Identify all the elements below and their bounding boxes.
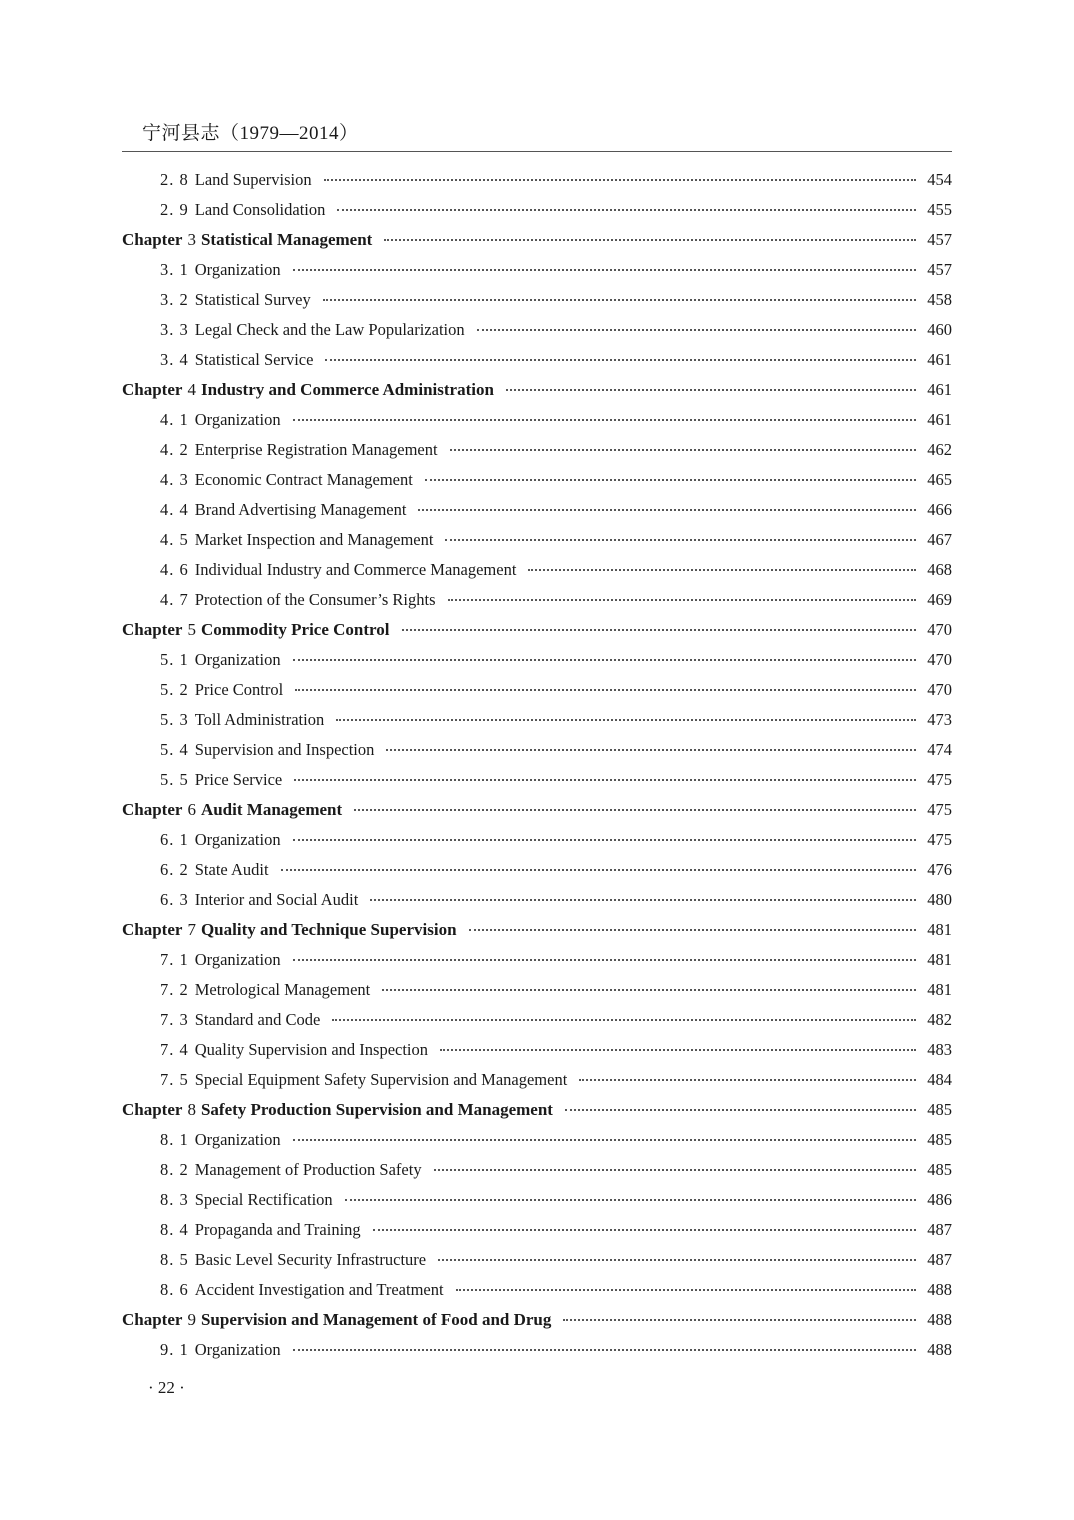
dot-leader [563,1318,916,1321]
chapter-label: Chapter [122,230,183,249]
toc-section-entry [122,735,952,765]
page-reference: 470 [927,680,952,699]
dot-leader [434,1168,916,1171]
page-reference: 455 [927,200,952,219]
page-reference: 462 [927,440,952,459]
dot-leader [295,688,916,691]
dot-leader [293,268,916,271]
page-reference: 485 [927,1100,952,1119]
section-number: 5. 1 [160,650,189,669]
chapter-number: 5 [187,620,196,639]
dot-leader [293,418,916,421]
section-number: 8. 6 [160,1280,189,1299]
section-number: 5. 4 [160,740,189,759]
toc-section-entry [122,1125,952,1155]
page-reference: 461 [927,380,952,399]
page-reference: 475 [927,770,952,789]
dot-leader [448,598,916,601]
dot-leader [445,538,916,541]
dot-leader [402,628,917,631]
section-title: Legal Check and the Law Popularization [194,320,465,339]
section-title: Special Equipment Safety Supervision and Management [194,1070,568,1089]
page-reference: 465 [927,470,952,489]
section-title: Organization [194,1340,281,1359]
page-reference: 470 [927,650,952,669]
section-title: Management of Production Safety [194,1160,422,1179]
section-number: 7. 5 [160,1070,189,1089]
dot-leader [438,1258,916,1261]
dot-leader [336,718,916,721]
dot-leader [450,448,916,451]
toc-section-entry [122,1065,952,1095]
page-reference: 487 [927,1250,952,1269]
chapter-label: Chapter [122,1310,183,1329]
toc-section-entry [122,165,952,195]
section-number: 4. 6 [160,560,189,579]
page-number: · 22 · [148,1378,185,1397]
toc-section-entry [122,855,952,885]
chapter-number: 6 [187,800,196,819]
section-number: 4. 3 [160,470,189,489]
section-number: 3. 2 [160,290,189,309]
page-reference: 488 [927,1280,952,1299]
page-reference: 485 [927,1160,952,1179]
page-reference: 484 [927,1070,952,1089]
toc-section-entry [122,195,952,225]
section-title: Propaganda and Training [194,1220,361,1239]
page-reference: 466 [927,500,952,519]
dot-leader [293,958,916,961]
section-title: State Audit [194,860,269,879]
dot-leader [323,298,916,301]
toc-section-entry [122,885,952,915]
chapter-label: Chapter [122,1100,183,1119]
section-number: 4. 4 [160,500,189,519]
toc-section-entry [122,705,952,735]
chapter-number: 3 [187,230,196,249]
page-reference: 474 [927,740,952,759]
chapter-label: Chapter [122,620,183,639]
section-title: Economic Contract Management [194,470,413,489]
toc-section-entry [122,345,952,375]
section-title: Brand Advertising Management [194,500,407,519]
section-title: Quality Supervision and Inspection [194,1040,429,1059]
page-reference: 483 [927,1040,952,1059]
toc-section-entry [122,405,952,435]
toc-section-entry [122,585,952,615]
dot-leader [293,658,916,661]
toc-section-entry [122,765,952,795]
section-number: 5. 5 [160,770,189,789]
page-reference: 482 [927,1010,952,1029]
dot-leader [477,328,916,331]
section-title: Organization [194,650,281,669]
page-reference: 488 [927,1310,952,1329]
section-title: Organization [194,950,281,969]
dot-leader [506,388,916,391]
toc-section-entry [122,525,952,555]
dot-leader [332,1018,916,1021]
chapter-number: 7 [187,920,196,939]
section-title: Supervision and Inspection [194,740,375,759]
toc-section-entry [122,1185,952,1215]
toc-section-entry [122,1275,952,1305]
dot-leader [425,478,916,481]
chapter-title: Audit Management [200,800,343,819]
toc-section-entry [122,495,952,525]
chapter-label: Chapter [122,920,183,939]
toc-section-entry [122,975,952,1005]
toc-chapter-entry [122,225,952,255]
dot-leader [293,1348,916,1351]
section-number: 8. 4 [160,1220,189,1239]
dot-leader [386,748,916,751]
toc-section-entry [122,555,952,585]
section-title: Metrological Management [194,980,371,999]
dot-leader [382,988,916,991]
section-number: 2. 8 [160,170,189,189]
chapter-title: Quality and Technique Supervision [200,920,457,939]
chapter-number: 8 [187,1100,196,1119]
page-reference: 475 [927,800,952,819]
section-title: Market Inspection and Management [194,530,434,549]
page-reference: 481 [927,980,952,999]
page-reference: 486 [927,1190,952,1209]
toc-chapter-entry [122,1305,952,1335]
section-number: 8. 5 [160,1250,189,1269]
dot-leader [354,808,916,811]
section-title: Individual Industry and Commerce Management [194,560,517,579]
page-reference: 461 [927,410,952,429]
section-number: 4. 1 [160,410,189,429]
page-reference: 468 [927,560,952,579]
chapter-title: Industry and Commerce Administration [200,380,494,399]
dot-leader [337,208,916,211]
section-title: Basic Level Security Infrastructure [194,1250,427,1269]
header-rule [122,151,952,152]
page-reference: 475 [927,830,952,849]
page-reference: 470 [927,620,952,639]
page-reference: 473 [927,710,952,729]
page-reference: 487 [927,1220,952,1239]
section-title: Price Control [194,680,284,699]
page-reference: 460 [927,320,952,339]
section-number: 7. 4 [160,1040,189,1059]
toc-chapter-entry [122,915,952,945]
dot-leader [373,1228,916,1231]
dot-leader [370,898,916,901]
chapter-title: Safety Production Supervision and Management [200,1100,553,1119]
page-reference: 481 [927,950,952,969]
dot-leader [293,1138,916,1141]
toc-section-entry [122,1005,952,1035]
chapter-label: Chapter [122,380,183,399]
section-number: 6. 2 [160,860,189,879]
section-number: 3. 4 [160,350,189,369]
toc-section-entry [122,465,952,495]
section-title: Toll Administration [194,710,325,729]
page-reference: 454 [927,170,952,189]
chapter-label: Chapter [122,800,183,819]
section-number: 6. 3 [160,890,189,909]
section-number: 8. 3 [160,1190,189,1209]
chapter-title: Supervision and Management of Food and Drug [200,1310,552,1329]
section-title: Accident Investigation and Treatment [194,1280,444,1299]
section-number: 5. 3 [160,710,189,729]
page-reference: 481 [927,920,952,939]
toc-section-entry [122,1035,952,1065]
section-title: Enterprise Registration Management [194,440,438,459]
section-number: 7. 1 [160,950,189,969]
chapter-title: Commodity Price Control [200,620,390,639]
page-reference: 469 [927,590,952,609]
section-title: Organization [194,410,281,429]
toc-section-entry [122,255,952,285]
section-number: 4. 5 [160,530,189,549]
section-number: 8. 1 [160,1130,189,1149]
dot-leader [325,358,916,361]
section-number: 9. 1 [160,1340,189,1359]
section-number: 7. 2 [160,980,189,999]
toc-section-entry [122,675,952,705]
dot-leader [565,1108,916,1111]
section-title: Protection of the Consumer’s Rights [194,590,436,609]
section-title: Organization [194,830,281,849]
page-reference: 457 [927,230,952,249]
page-reference: 480 [927,890,952,909]
toc-section-entry [122,435,952,465]
toc-section-entry [122,1335,952,1365]
section-number: 6. 1 [160,830,189,849]
toc-section-entry [122,945,952,975]
section-title: Statistical Service [194,350,314,369]
section-title: Standard and Code [194,1010,321,1029]
page-reference: 461 [927,350,952,369]
chapter-title: Statistical Management [200,230,373,249]
page-reference: 458 [927,290,952,309]
toc-section-entry [122,645,952,675]
section-title: Special Rectification [194,1190,333,1209]
section-title: Land Consolidation [194,200,326,219]
section-title: Statistical Survey [194,290,311,309]
dot-leader [440,1048,916,1051]
toc-chapter-entry [122,615,952,645]
toc-chapter-entry [122,795,952,825]
section-number: 3. 3 [160,320,189,339]
dot-leader [294,778,916,781]
toc-section-entry [122,825,952,855]
section-title: Organization [194,1130,281,1149]
page-reference: 476 [927,860,952,879]
section-number: 4. 2 [160,440,189,459]
dot-leader [281,868,916,871]
toc-section-entry [122,285,952,315]
running-head-title: 宁河县志（1979—2014） [142,123,359,144]
section-title: Interior and Social Audit [194,890,359,909]
toc-chapter-entry [122,1095,952,1125]
table-of-contents [122,165,952,1365]
dot-leader [579,1078,916,1081]
page-reference: 457 [927,260,952,279]
section-number: 3. 1 [160,260,189,279]
section-number: 4. 7 [160,590,189,609]
dot-leader [384,238,916,241]
toc-section-entry [122,1245,952,1275]
section-number: 8. 2 [160,1160,189,1179]
toc-chapter-entry [122,375,952,405]
dot-leader [469,928,916,931]
chapter-number: 9 [187,1310,196,1329]
page-reference: 485 [927,1130,952,1149]
dot-leader [345,1198,916,1201]
section-title: Organization [194,260,281,279]
toc-section-entry [122,1215,952,1245]
section-number: 7. 3 [160,1010,189,1029]
dot-leader [528,568,916,571]
section-number: 2. 9 [160,200,189,219]
page-reference: 488 [927,1340,952,1359]
section-title: Price Service [194,770,283,789]
dot-leader [418,508,916,511]
toc-section-entry [122,1155,952,1185]
section-number: 5. 2 [160,680,189,699]
dot-leader [324,178,916,181]
page-reference: 467 [927,530,952,549]
dot-leader [293,838,916,841]
section-title: Land Supervision [194,170,312,189]
toc-section-entry [122,315,952,345]
chapter-number: 4 [187,380,196,399]
dot-leader [456,1288,916,1291]
